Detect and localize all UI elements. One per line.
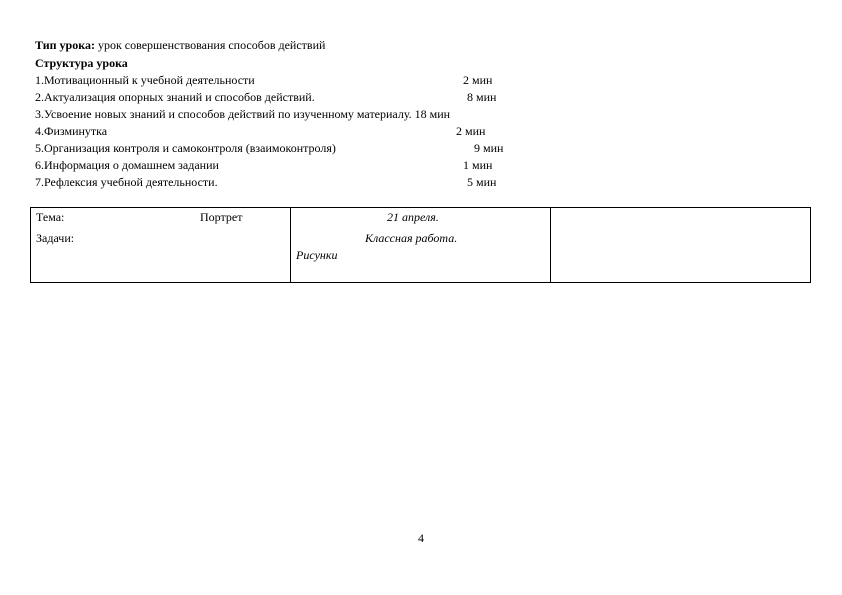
structure-duration: 9 мин bbox=[474, 141, 504, 155]
work-type: Классная работа. bbox=[365, 231, 458, 245]
topic-label: Тема: bbox=[36, 210, 65, 224]
structure-step: 7.Рефлексия учебной деятельности. bbox=[35, 175, 218, 189]
lesson-type-label: Тип урока: bbox=[35, 38, 95, 52]
structure-step: 6.Информация о домашнем задании bbox=[35, 158, 219, 172]
structure-step: 1.Мотивационный к учебной деятельности bbox=[35, 73, 255, 87]
table-cell-topic bbox=[31, 208, 291, 282]
tasks-label: Задачи: bbox=[36, 231, 75, 245]
structure-step: 5.Организация контроля и самоконтроля (взаимоконтроля) bbox=[35, 141, 336, 155]
work-subtitle: Рисунки bbox=[296, 248, 338, 262]
structure-duration: 2 мин bbox=[463, 73, 493, 87]
table-cell-class-work bbox=[291, 208, 551, 282]
structure-duration: 8 мин bbox=[467, 90, 497, 104]
structure-duration: 5 мин bbox=[467, 175, 497, 189]
structure-duration: 2 мин bbox=[456, 124, 486, 138]
lesson-table bbox=[30, 207, 811, 283]
structure-duration: 1 мин bbox=[463, 158, 493, 172]
lesson-date: 21 апреля. bbox=[387, 210, 439, 224]
lesson-type-value: урок совершенствования способов действий bbox=[94, 38, 326, 52]
structure-step: 3.Усвоение новых знаний и способов действий по изученному материалу. 18 мин bbox=[35, 107, 451, 121]
lesson-type-line bbox=[35, 38, 325, 53]
structure-step: 4.Физминутка bbox=[35, 124, 108, 138]
table-cell-empty bbox=[551, 208, 810, 282]
structure-step: 2.Актуализация опорных знаний и способов действий. bbox=[35, 90, 315, 104]
page-number: 4 bbox=[418, 531, 424, 545]
structure-title: Структура урока bbox=[35, 56, 128, 70]
topic-value: Портрет bbox=[200, 210, 243, 224]
